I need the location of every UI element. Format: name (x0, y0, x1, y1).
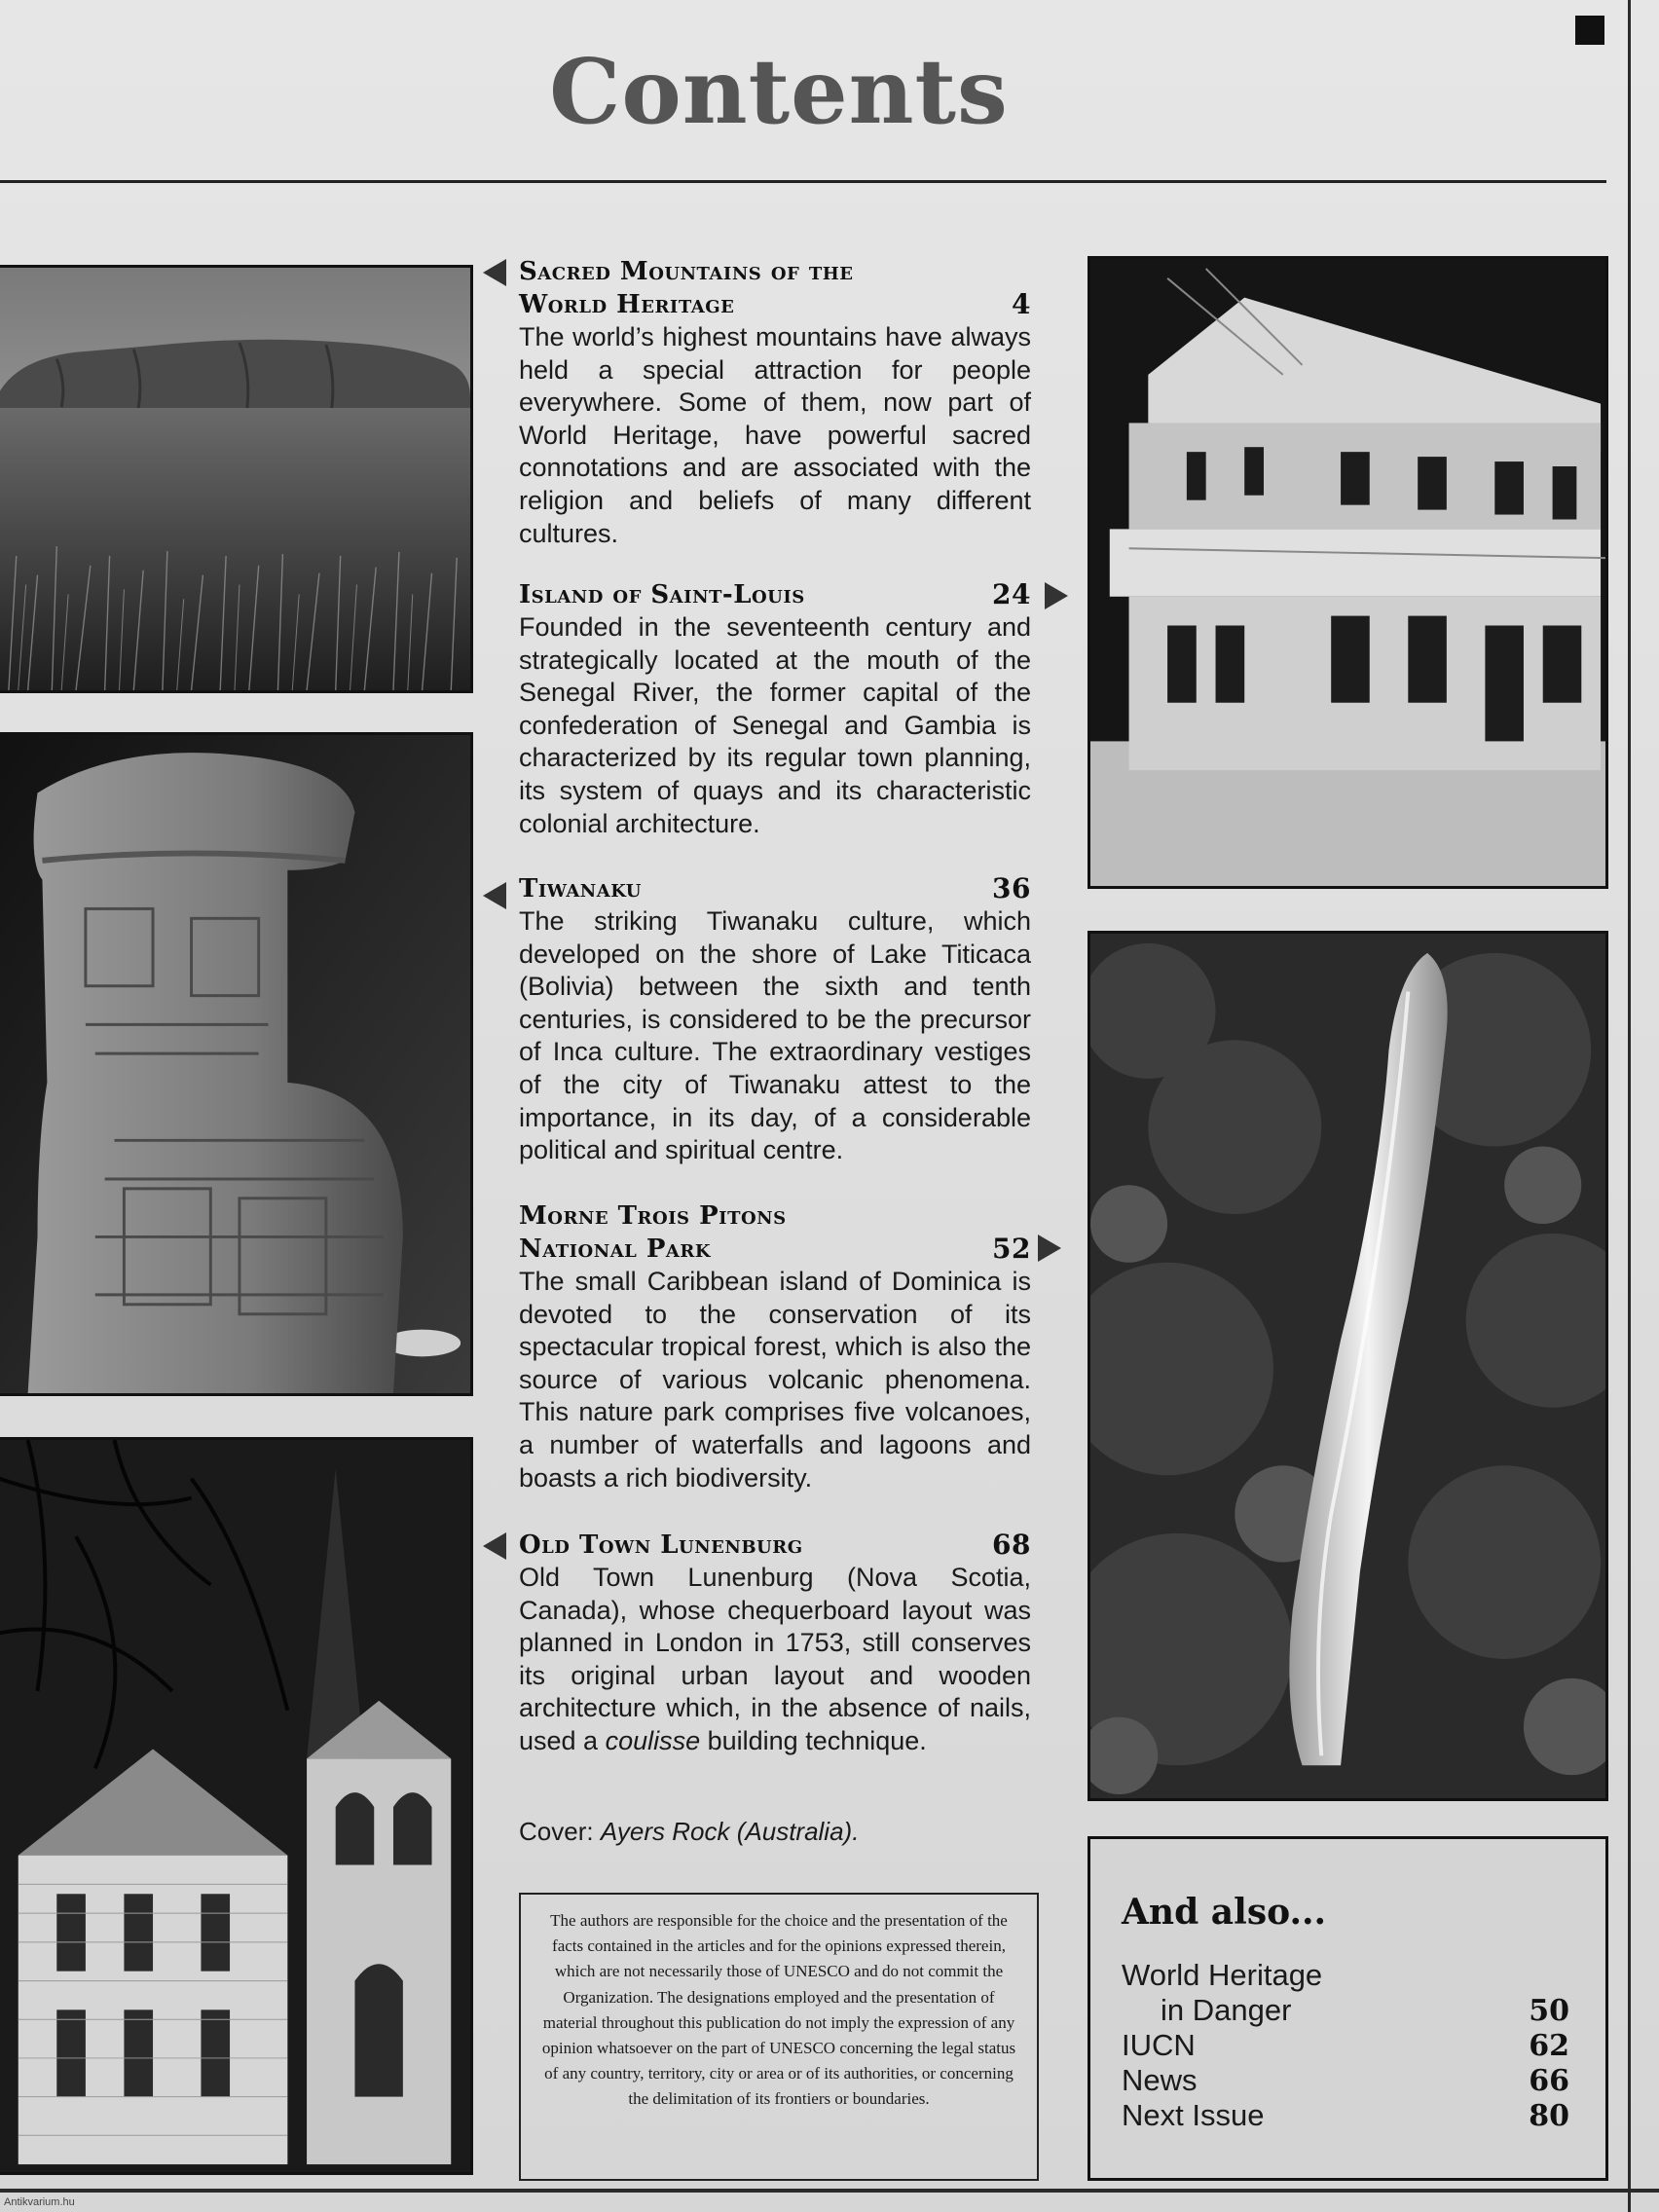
entry-title[interactable] (519, 872, 1031, 905)
right-border-rule (1628, 0, 1631, 2212)
arrow-left-icon (483, 1532, 506, 1560)
and-also-title: And also... (1122, 1892, 1327, 1933)
entry-description: Founded in the seventeenth century and strategically located at the mouth of the Senegal River, the former capital of the confederation of Senegal and Gambia is characterized by its regular town planning, its system of quays and its characteristic colonial architecture. (519, 612, 1031, 838)
arrow-left-icon (483, 882, 506, 909)
entry-title-line: Sacred Mountains of the (519, 257, 854, 286)
entry-page-number: 68 (992, 1529, 1031, 1561)
cover-label: Cover: (519, 1817, 594, 1846)
entry-title-line: World Heritage (519, 290, 735, 319)
contents-entry[interactable] (519, 872, 1031, 1167)
photo-ayers-rock (0, 265, 473, 693)
contents-entry[interactable] (519, 578, 1031, 840)
entry-title[interactable] (519, 255, 1031, 321)
and-also-item-label-line: World Heritage (1122, 1958, 1323, 1992)
entry-description: The striking Tiwanaku culture, which developed on the shore of Lake Titicaca (Bolivia) between the sixth and tenth centuries, is considered to be the precursor of Inca culture. The extraordinary vestiges of the city of Tiwanaku attest to the importance, in its day, of a considerable political and spiritual centre. (519, 906, 1031, 1165)
disclaimer-box: The authors are responsible for the choice and the presentation of the facts contained in the articles and for the opinions expressed therein, which are not necessarily those of UNESCO and do not commit the Organization. The designations employed and the presentation of material throughout this publication do not imply the expression of any opinion whatsoever on the part of UNESCO concerning the legal status of any country, territory, city or area or of its authorities, or concerning the delimitation of its frontiers or boundaries. (519, 1893, 1039, 2181)
and-also-item-label (1122, 1958, 1322, 2028)
entry-description-text: Old Town Lunenburg (Nova Scotia, Canada), whose chequerboard layout was planned in London in 1753, still conserves its original urban layout and wooden architecture which, in the absence of nails, used a (519, 1563, 1031, 1755)
entry-title[interactable] (519, 1529, 1031, 1562)
entry-description (519, 1562, 1031, 1758)
photo-tiwanaku-monolith (0, 732, 473, 1396)
entry-title-line: Morne Trois Pitons (519, 1201, 787, 1231)
contents-entry[interactable] (519, 1199, 1031, 1494)
and-also-item-page: 50 (1529, 1994, 1569, 2028)
entry-page-number: 4 (1012, 288, 1031, 320)
and-also-item-label: Next Issue (1122, 2098, 1265, 2132)
bottom-border-rule (0, 2189, 1659, 2193)
and-also-item-page: 62 (1529, 2029, 1569, 2063)
and-also-item-label: News (1122, 2063, 1198, 2097)
entry-description: The small Caribbean island of Dominica is devoted to the conservation of its spectacular tropical forest, which is also the source of various volcanic phenomena. This nature park comprises five volcanoes, a number of waterfalls and lagoons and boasts a rich biodiversity. (519, 1267, 1031, 1493)
entry-page-number: 24 (992, 578, 1031, 610)
arrow-right-icon (1045, 582, 1068, 609)
and-also-item[interactable] (1122, 2098, 1569, 2133)
entry-description: The world’s highest mountains have always held a special attraction for people everywhere. Some of them, now part of World Heritage, have powerful sacred connotations and are associated with the religion and beliefs of many different cultures. (519, 322, 1031, 548)
photo-morne-waterfall (1088, 931, 1608, 1801)
contents-entry[interactable] (519, 255, 1031, 550)
page-title: Contents (549, 39, 1009, 144)
entry-page-number: 36 (992, 872, 1031, 904)
contents-entry[interactable] (519, 1529, 1031, 1758)
entry-description-text: building technique. (700, 1725, 927, 1755)
entry-title-line: Tiwanaku (519, 874, 642, 903)
arrow-left-icon (483, 259, 506, 286)
entry-description-emphasis: coulisse (605, 1725, 701, 1755)
title-divider (0, 180, 1606, 183)
and-also-item[interactable] (1122, 1958, 1569, 2028)
cover-credit (519, 1817, 859, 1847)
and-also-item[interactable] (1122, 2063, 1569, 2098)
corner-square-mark (1575, 16, 1604, 45)
and-also-item-page: 66 (1529, 2064, 1569, 2098)
and-also-item-label-line: in Danger (1161, 1993, 1292, 2027)
and-also-item-page: 80 (1529, 2099, 1569, 2133)
entry-title[interactable] (519, 1199, 1031, 1266)
photo-lunenburg-church (0, 1437, 473, 2175)
entry-page-number: 52 (992, 1233, 1031, 1265)
and-also-item[interactable] (1122, 2028, 1569, 2063)
cover-value: Ayers Rock (Australia). (600, 1817, 860, 1846)
entry-title-line: National Park (519, 1235, 711, 1264)
and-also-item-label: IUCN (1122, 2028, 1196, 2062)
watermark: Antikvarium.hu (4, 2196, 75, 2208)
entry-title-line: Island of Saint-Louis (519, 580, 805, 609)
arrow-right-icon (1038, 1235, 1061, 1262)
entry-title-line: Old Town Lunenburg (519, 1530, 803, 1560)
photo-saint-louis-building (1088, 256, 1608, 889)
entry-title[interactable] (519, 578, 1031, 611)
and-also-box (1088, 1836, 1608, 2181)
